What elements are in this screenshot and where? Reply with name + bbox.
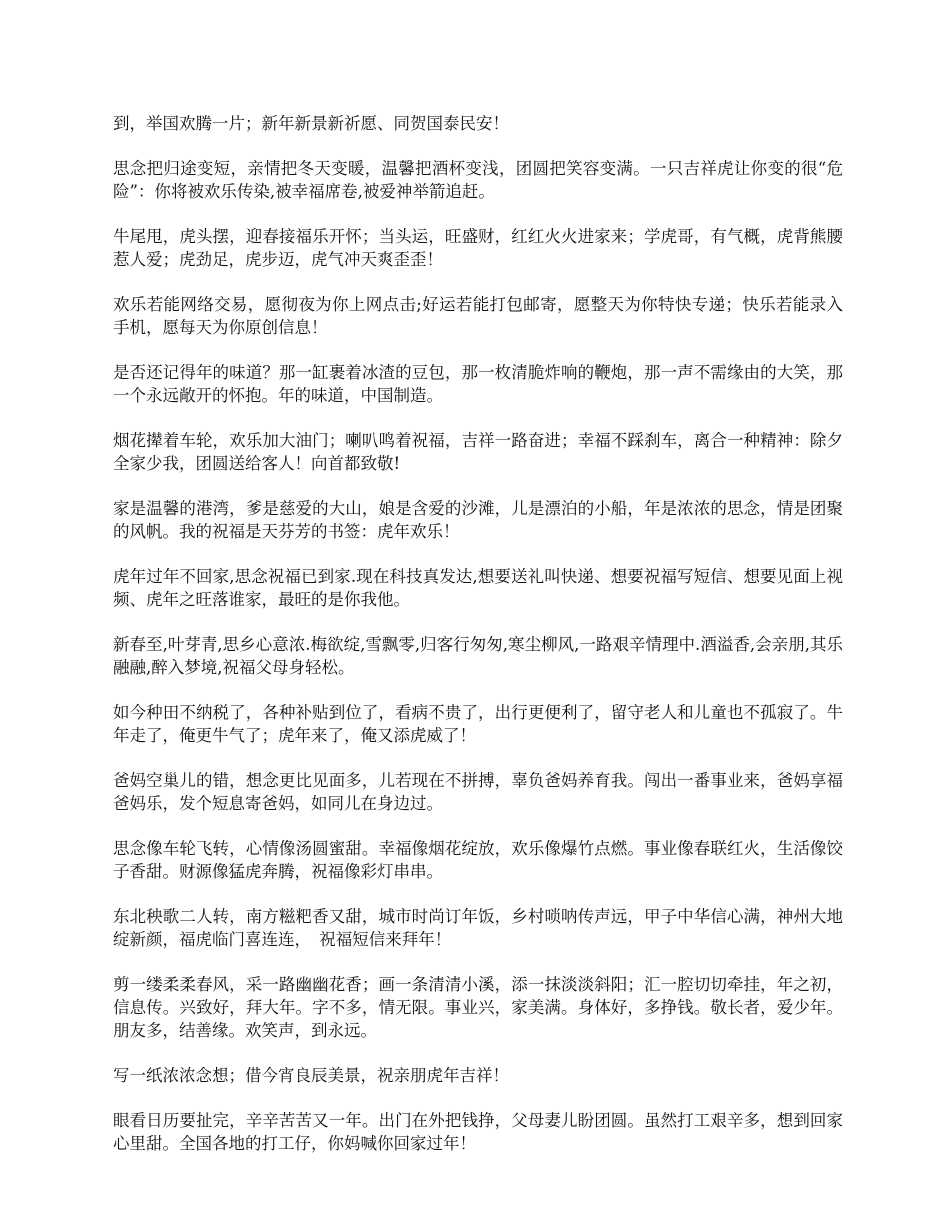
paragraph-11: 爸妈空巢儿的错，想念更比见面多，儿若现在不拼搏，辜负爸妈养育我。闯出一番事业来，爸妈享福爸妈乐，发个短息寄爸妈，如同儿在身边过。: [113, 771, 843, 813]
paragraph-8: 虎年过年不回家,思念祝福已到家.现在科技真发达,想要送礼叫快递、想要祝福写短信、想要见面上视频、虎年之旺落谁家，最旺的是你我他。: [113, 567, 843, 609]
paragraph-4: 欢乐若能网络交易，愿彻夜为你上网点击;好运若能打包邮寄，愿整天为你特快专递；快乐若能录入手机，愿每天为你原创信息！: [113, 295, 843, 337]
paragraph-9: 新春至,叶芽青,思乡心意浓.梅欲绽,雪飘零,归客行匆匆,寒尘柳风,一路艰辛情理中.酒溢香,会亲朋,其乐融融,醉入梦境,祝福父母身轻松。: [113, 635, 843, 677]
paragraph-1: 到，举国欢腾一片；新年新景新祈愿、同贺国泰民安！: [113, 114, 509, 133]
document-body: [113, 112, 843, 1177]
paragraph-14: 剪一缕柔柔春风，采一路幽幽花香；画一条清清小溪，添一抹淡淡斜阳；汇一腔切切牵挂，年之初，信息传。兴致好，拜大年。字不多，情无限。事业兴，家美满。身体好，多挣钱。敬长者，爱少年。朋友多，结善缘。欢笑声，到永远。: [113, 975, 843, 1040]
paragraph-10: 如今种田不纳税了，各种补贴到位了，看病不贵了，出行更便利了，留守老人和儿童也不孤寂了。牛年走了，俺更牛气了；虎年来了，俺又添虎威了！: [113, 703, 843, 745]
paragraph-12: 思念像车轮飞转，心情像汤圆蜜甜。幸福像烟花绽放，欢乐像爆竹点燃。事业像春联红火，生活像饺子香甜。财源像猛虎奔腾，祝福像彩灯串串。: [113, 839, 843, 881]
paragraph-16: 眼看日历要扯完，辛辛苦苦又一年。出门在外把钱挣，父母妻儿盼团圆。虽然打工艰辛多，想到回家心里甜。全国各地的打工仔，你妈喊你回家过年！: [113, 1111, 843, 1153]
paragraph-15: 写一纸浓浓念想；借今宵良辰美景，祝亲朋虎年吉祥！: [113, 1066, 509, 1085]
paragraph-3: 牛尾甩，虎头摆，迎春接福乐开怀；当头运，旺盛财，红红火火进家来；学虎哥，有气概，虎背熊腰惹人爱；虎劲足，虎步迈，虎气冲天爽歪歪！: [113, 227, 843, 269]
paragraph-5: 是否还记得年的味道？那一缸裹着冰渣的豆包，那一枚清脆炸响的鞭炮，那一声不需缘由的大笑，那一个永远敞开的怀抱。年的味道，中国制造。: [113, 363, 843, 405]
paragraph-2: 思念把归途变短，亲情把冬天变暖，温馨把酒杯变浅，团圆把笑容变满。一只吉祥虎让你变的很“危险”：你将被欢乐传染,被幸福席卷,被爱神举箭追赶。: [113, 159, 843, 201]
paragraph-13: 东北秧歌二人转，南方糍粑香又甜，城市时尚订年饭，乡村唢呐传声远，甲子中华信心满，神州大地绽新颜，福虎临门喜连连， 祝福短信来拜年！: [113, 907, 843, 949]
paragraph-6: 烟花撵着车轮，欢乐加大油门；喇叭鸣着祝福，吉祥一路奋进；幸福不踩刹车，离合一种精神：除夕全家少我，团圆送给客人！向首都致敬!: [113, 431, 843, 473]
paragraph-7: 家是温馨的港湾，爹是慈爱的大山，娘是含爱的沙滩，儿是漂泊的小船，年是浓浓的思念，情是团聚的风帆。我的祝福是天芬芳的书签：虎年欢乐！: [113, 499, 843, 541]
